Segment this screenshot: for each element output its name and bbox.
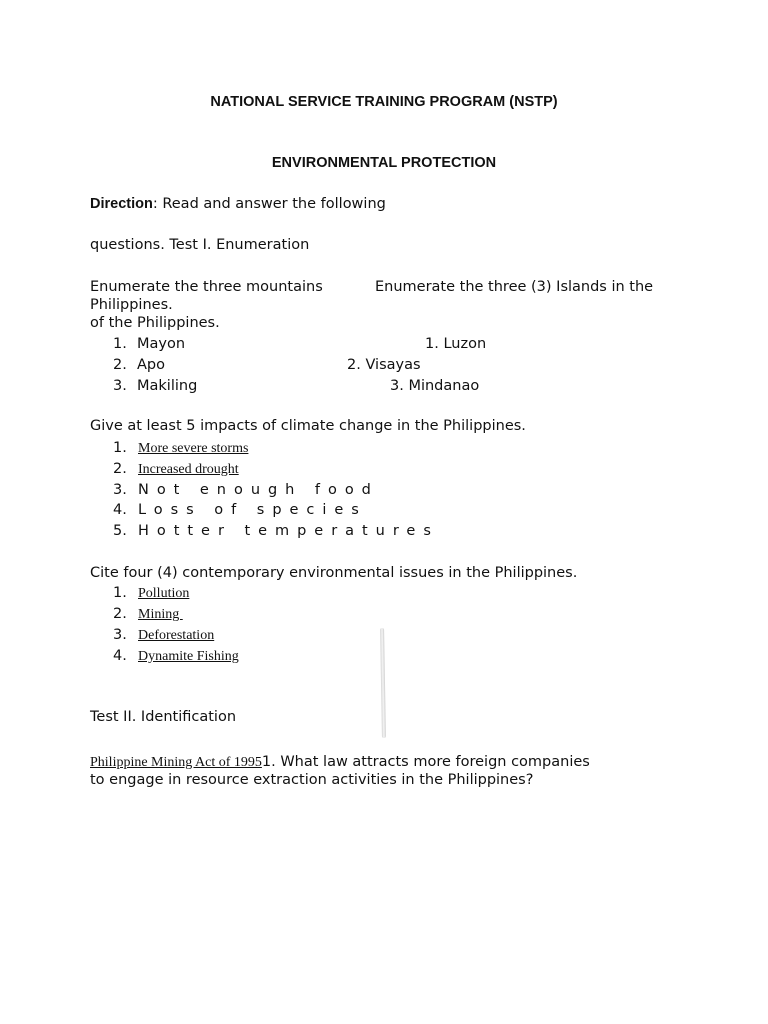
mountains-prompt-continuation: of the Philippines. xyxy=(90,315,220,331)
direction-line xyxy=(90,196,386,212)
list-number: 1. xyxy=(113,336,127,352)
subject-title: ENVIRONMENTAL PROTECTION xyxy=(271,155,497,171)
list-number: 2. xyxy=(113,461,127,477)
mountains-prompt: Enumerate the three mountains xyxy=(90,279,323,295)
test2-question-line xyxy=(90,751,590,771)
test2-question-continuation: to engage in resource extraction activities in the Philippines? xyxy=(90,772,534,788)
direction-text: : Read and answer the following xyxy=(152,196,386,212)
list-number: 1. xyxy=(113,440,127,456)
mountain-item: Apo xyxy=(137,357,165,373)
list-number: 2. xyxy=(113,606,127,622)
climate-item: Not enough food xyxy=(138,482,379,498)
test2-heading: Test II. Identification xyxy=(90,709,237,725)
islands-prompt: Enumerate the three (3) Islands in the xyxy=(375,279,654,295)
island-item: 2. Visayas xyxy=(347,357,421,373)
direction-label: Direction xyxy=(90,196,153,212)
program-title: NATIONAL SERVICE TRAINING PROGRAM (NSTP) xyxy=(210,94,558,110)
mountain-item: Mayon xyxy=(137,336,186,352)
island-item: 3. Mindanao xyxy=(390,378,480,394)
issue-item: Dynamite Fishing xyxy=(138,649,239,664)
vertical-rule xyxy=(380,628,386,738)
island-item: 1. Luzon xyxy=(425,336,487,352)
list-number: 5. xyxy=(113,523,127,539)
climate-item: Loss of species xyxy=(138,502,367,518)
list-number: 3. xyxy=(113,482,127,498)
test2-answer: Philippine Mining Act of 1995 xyxy=(90,755,262,770)
direction-continuation: questions. Test I. Enumeration xyxy=(90,237,310,253)
list-number: 3. xyxy=(113,627,127,643)
mountain-item: Makiling xyxy=(137,378,198,394)
climate-item: More severe storms xyxy=(138,441,249,456)
test2-question: 1. What law attracts more foreign companies xyxy=(261,754,590,770)
list-number: 4. xyxy=(113,648,127,664)
climate-item: Hotter temperatures xyxy=(138,523,439,539)
list-number: 1. xyxy=(113,585,127,601)
issues-prompt: Cite four (4) contemporary environmental issues in the Philippines. xyxy=(90,565,578,581)
list-number: 4. xyxy=(113,502,127,518)
climate-prompt: Give at least 5 impacts of climate change in the Philippines. xyxy=(90,418,526,434)
issue-item: Deforestation xyxy=(138,628,215,643)
climate-item: Increased drought xyxy=(138,462,239,477)
list-number: 3. xyxy=(113,378,127,394)
islands-prompt-continuation: Philippines. xyxy=(90,297,173,313)
issue-item: Pollution xyxy=(138,586,190,601)
issue-item: Mining xyxy=(138,607,183,622)
list-number: 2. xyxy=(113,357,127,373)
